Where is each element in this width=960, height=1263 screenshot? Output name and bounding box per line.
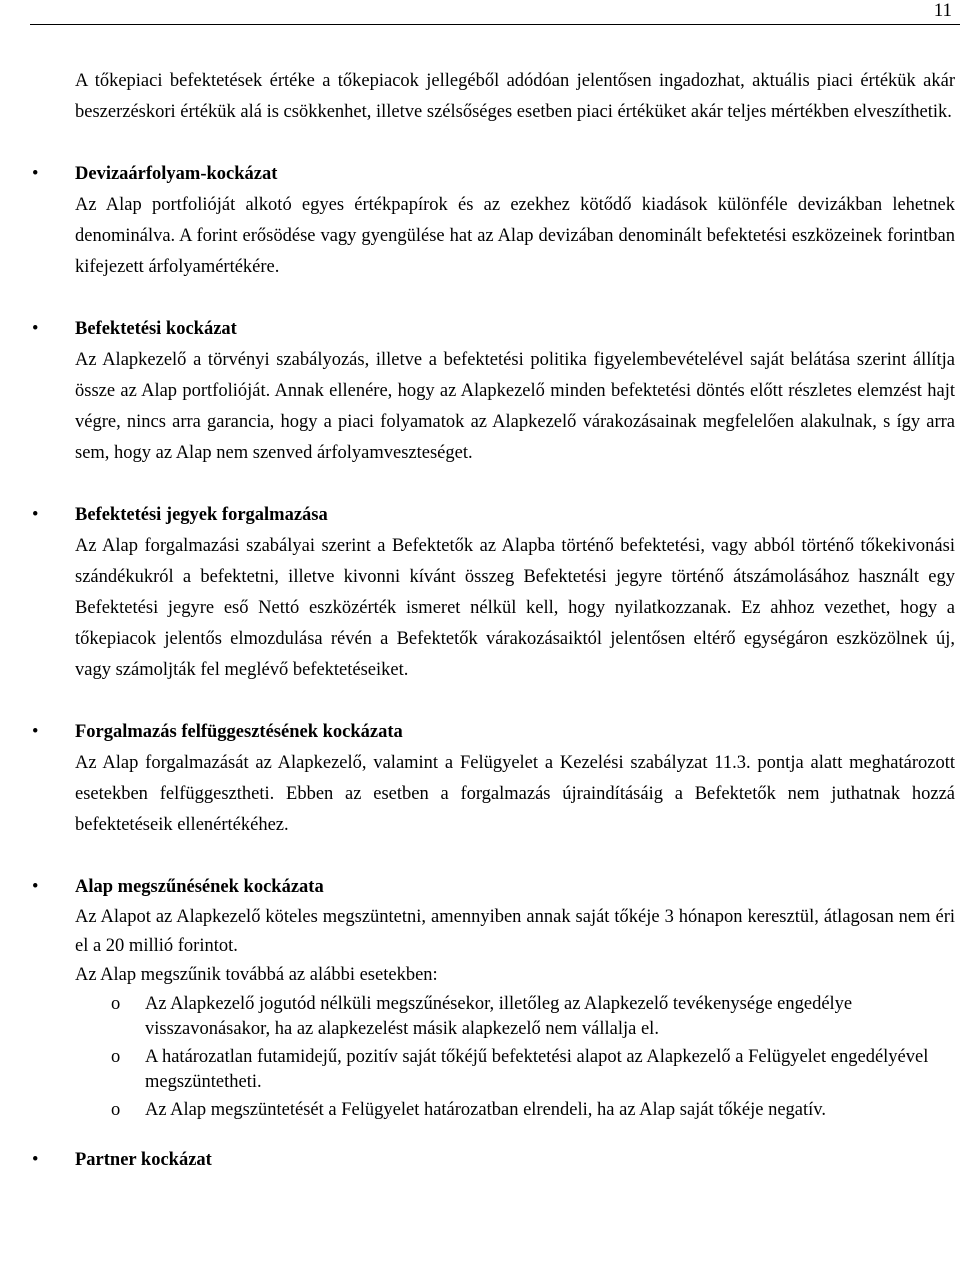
list-item-text: Az Alap megszüntetését a Felügyelet határozatban elrendeli, ha az Alap saját tőkéje negatív.: [145, 1100, 826, 1120]
section-body: Az Alap forgalmazását az Alapkezelő, valamint a Felügyelet a Kezelési szabályzat 11.3. pontja alatt meghatározott esetekben felfüggesztheti. Ebben az esetben a forgalmazás újraindításáig a Befektetők nem juthatnak hozzá befektetéseik ellenértékéhez.: [75, 753, 955, 835]
intro-paragraph: A tőkepiaci befektetések értéke a tőkepiacok jellegéből adódóan jelentősen ingadozhat, aktuális piaci értékük akár beszerzéskori értékük alá is csökkenhet, illetve szélsőséges esetben piaci értéküket akár teljes mértékben elveszíthetik.: [75, 71, 955, 122]
bullet-icon: •: [32, 505, 39, 525]
termination-cases-list: [75, 992, 955, 1123]
bullet-icon: •: [32, 319, 39, 339]
list-item: [75, 1098, 955, 1123]
circle-bullet-icon: o: [111, 1100, 121, 1120]
section-heading: Alap megszűnésének kockázata: [75, 877, 324, 897]
circle-bullet-icon: o: [111, 994, 121, 1014]
document-body: [32, 66, 955, 1176]
section-body: Az Alap portfolióját alkotó egyes értékpapírok és az ezekhez kötődő kiadások különféle devizákban lehetnek denominálva. A forint erősödése vagy gyengülése hat az Alap devizában denominált befektetési eszközeinek forintban kifejezett árfolyamértékére.: [75, 195, 955, 277]
list-item: [75, 992, 955, 1042]
section-body: Az Alapot az Alapkezelő köteles megszüntetni, amennyiben annak saját tőkéje 3 hónapon keresztül, átlagosan nem éri el a 20 millió forintot.: [75, 907, 955, 956]
list-item-text: Az Alapkezelő jogutód nélküli megszűnésekor, illetőleg az Alapkezelő tevékenysége engedélye visszavonásakor, ha az alapkezelést másik alapkezelő nem vállalja el.: [145, 994, 853, 1039]
section-heading: Befektetési kockázat: [75, 319, 237, 339]
bullet-icon: •: [32, 877, 39, 897]
section-body: Az Alap forgalmazási szabályai szerint a Befektetők az Alapba történő befektetési, vagy abból történő tőkekivonási szándékukról a befektetni, illetve kivonni kívánt összeg Befektetési jegyre történő átszámolásához használt egy Befektetési jegyre eső Nettó eszközérték ismeret nélkül kell, hogy nyilatkozzanak. Ez ahhoz vezethet, hogy a tőkepiacok jelentős elmozdulása révén a Befektetők várakozásaiktól jelentősen eltérő egységáron eszközölnek új, vagy számoljták fel meglévő befektetéseiket.: [75, 536, 955, 680]
header-rule: [30, 24, 960, 25]
section-befektetesi-kockazat: [32, 314, 955, 469]
circle-bullet-icon: o: [111, 1047, 121, 1067]
bullet-icon: •: [32, 722, 39, 742]
section-body-list-intro: Az Alap megszűnik továbbá az alábbi esetekben:: [75, 965, 438, 985]
bullet-icon: •: [32, 1150, 39, 1170]
list-item-text: A határozatlan futamidejű, pozitív saját tőkéjű befektetési alapot az Alapkezelő a Felügyelet engedélyével megszüntetheti.: [145, 1047, 929, 1092]
section-devizaarfolyam: [32, 159, 955, 283]
page-number: 11: [933, 0, 952, 21]
section-alap-megszunes: [32, 872, 955, 1123]
section-heading: Partner kockázat: [75, 1150, 212, 1170]
section-heading: Forgalmazás felfüggesztésének kockázata: [75, 722, 403, 742]
bullet-icon: •: [32, 164, 39, 184]
section-heading: Befektetési jegyek forgalmazása: [75, 505, 328, 525]
section-heading: Devizaárfolyam-kockázat: [75, 164, 278, 184]
section-befektetesi-jegyek: [32, 500, 955, 686]
list-item: [75, 1045, 955, 1095]
section-partner-kockazat: [32, 1145, 955, 1176]
section-body: Az Alapkezelő a törvényi szabályozás, illetve a befektetési politika figyelembevételével saját belátása szerint állítja össze az Alap portfolióját. Annak ellenére, hogy az Alapkezelő minden befektetési döntés előtt részletes elemzést hajt végre, nincs arra garancia, hogy a piaci folyamatok az Alapkezelő várakozásainak megfelelően alakulnak, s így arra sem, hogy az Alap nem szenved árfolyamveszteséget.: [75, 350, 955, 463]
section-forgalmazas-felfuggesztes: [32, 717, 955, 841]
